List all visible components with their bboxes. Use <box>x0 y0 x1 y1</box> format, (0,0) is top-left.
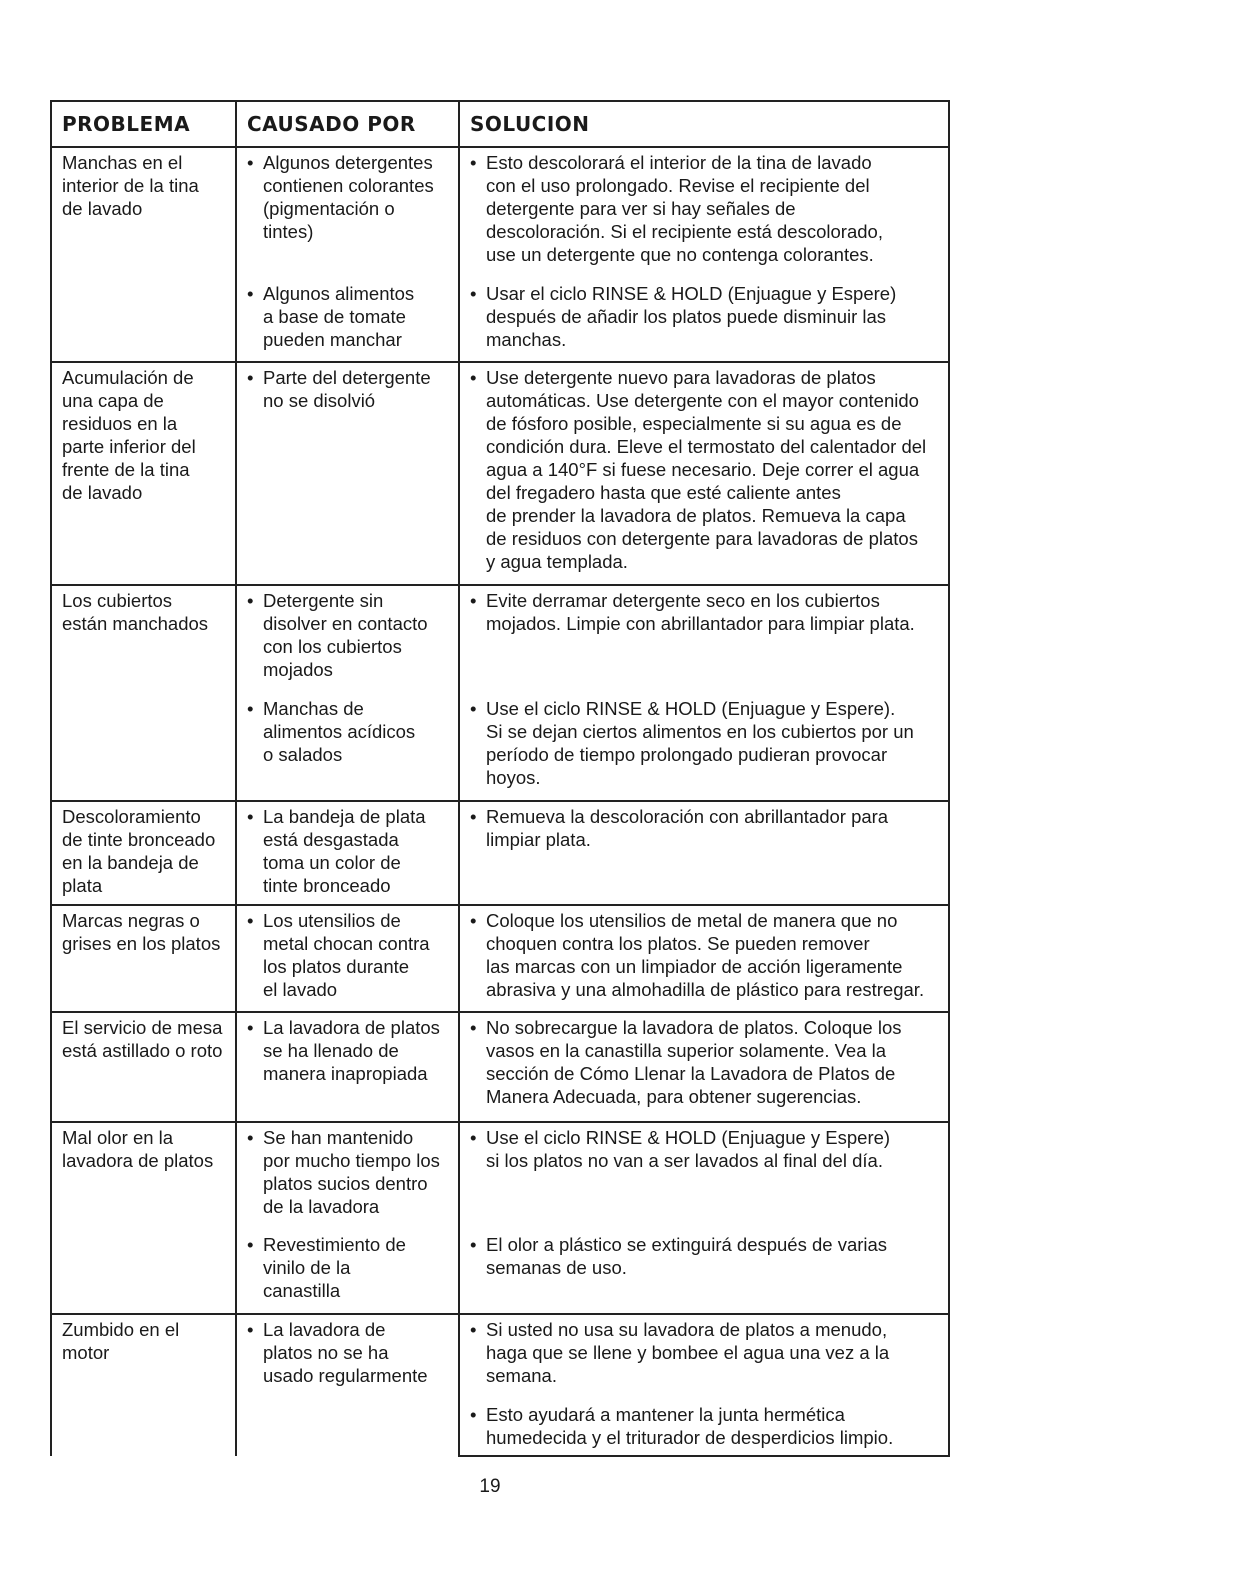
bullet-icon: • <box>470 590 477 611</box>
bullet-icon: • <box>247 1319 254 1340</box>
solution-cell: • Coloque los utensilios de metal de manera que no choquen contra los platos. Se pueden remover las marcas con un limpiador de acción ligeramente abrasiva y una almohadilla de plástico para restregar. <box>459 905 949 1012</box>
page-number: 19 <box>479 1476 501 1497</box>
cause-cell: • Los utensilios de metal chocan contra los platos durante el lavado <box>236 905 459 1012</box>
solution-cell: • No sobrecargue la lavadora de platos. Coloque los vasos en la canastilla superior solamente. Vea la sección de Cómo Llenar la Lavadora de Platos de Manera Adecuada, para obtener sugerencias. <box>459 1012 949 1122</box>
table-row <box>51 801 949 905</box>
solution-cell: • Esto descolorará el interior de la tina de lavado con el uso prolongado. Revise el recipiente del detergente para ver si hay señales de descoloración. Si el recipiente está descolorado, use un detergente que no contenga colorantes. <box>459 147 949 279</box>
bullet-icon: • <box>247 806 254 827</box>
header-problema: PROBLEMA <box>51 101 236 147</box>
problem-cell: El servicio de mesa está astillado o roto <box>51 1012 236 1122</box>
troubleshooting-table <box>50 100 950 1457</box>
solution-cell: • Use el ciclo RINSE & HOLD (Enjuague y Espere) si los platos no van a ser lavados al final del día. <box>459 1122 949 1230</box>
solution-cell: • Usar el ciclo RINSE & HOLD (Enjuague y Espere) después de añadir los platos puede disminuir las manchas. <box>459 279 949 362</box>
problem-cell: Los cubiertos están manchados <box>51 585 236 801</box>
bullet-icon: • <box>247 152 254 173</box>
bullet-icon: • <box>470 152 477 173</box>
bullet-icon: • <box>470 1319 477 1340</box>
solution-cell: • Use detergente nuevo para lavadoras de platos automáticas. Use detergente con el mayor contenido de fósforo posible, especialmente si su agua es de condición dura. Eleve el termostato del calentador del agua a 140°F si fuese necesario. Deje correr el agua del fregadero hasta que esté caliente antes de prender la lavadora de platos. Remueva la capa de residuos con detergente para lavadoras de platos y agua templada. <box>459 362 949 585</box>
table-header-row <box>51 101 949 147</box>
cause-cell: • Parte del detergente no se disolvió <box>236 362 459 585</box>
table-row <box>51 362 949 585</box>
cause-cell: • Manchas de alimentos acídicos o salados <box>236 694 459 801</box>
solution-cell: • El olor a plástico se extinguirá después de varias semanas de uso. <box>459 1230 949 1314</box>
table-row <box>51 585 949 694</box>
table-row <box>51 1012 949 1122</box>
bullet-icon: • <box>247 1234 254 1255</box>
cause-cell: • La lavadora de platos se ha llenado de manera inapropiada <box>236 1012 459 1122</box>
problem-cell: Marcas negras o grises en los platos <box>51 905 236 1012</box>
header-solucion: SOLUCION <box>459 101 949 147</box>
bullet-icon: • <box>247 698 254 719</box>
bullet-icon: • <box>470 1127 477 1148</box>
bullet-icon: • <box>247 910 254 931</box>
cause-cell: • Detergente sin disolver en contacto con los cubiertos mojados <box>236 585 459 694</box>
problem-cell: Zumbido en el motor <box>51 1314 236 1456</box>
table-row <box>51 1122 949 1230</box>
solution-cell: • Use el ciclo RINSE & HOLD (Enjuague y Espere). Si se dejan ciertos alimentos en los cubiertos por un período de tiempo prolongado pudieran provocar hoyos. <box>459 694 949 801</box>
problem-cell: Descoloramiento de tinte bronceado en la bandeja de plata <box>51 801 236 905</box>
cause-cell: • La lavadora de platos no se ha usado regularmente <box>236 1314 459 1456</box>
bullet-icon: • <box>247 1017 254 1038</box>
bullet-icon: • <box>470 1017 477 1038</box>
cause-cell: • Algunos detergentes contienen colorantes (pigmentación o tintes) <box>236 147 459 279</box>
bullet-icon: • <box>470 283 477 304</box>
bullet-icon: • <box>470 910 477 931</box>
bullet-icon: • <box>470 367 477 388</box>
bullet-icon: • <box>470 806 477 827</box>
problem-cell: Manchas en el interior de la tina de lavado <box>51 147 236 362</box>
solution-cell: • Remueva la descoloración con abrillantador para limpiar plata. <box>459 801 949 905</box>
table-row <box>51 1314 949 1400</box>
problem-cell: Acumulación de una capa de residuos en la parte inferior del frente de la tina de lavado <box>51 362 236 585</box>
bullet-icon: • <box>247 1127 254 1148</box>
cause-cell: • Algunos alimentos a base de tomate pueden manchar <box>236 279 459 362</box>
table-row <box>51 905 949 1012</box>
bullet-icon: • <box>470 1234 477 1255</box>
solution-cell: • Evite derramar detergente seco en los cubiertos mojados. Limpie con abrillantador para limpiar plata. <box>459 585 949 694</box>
solution-cell: • Esto ayudará a mantener la junta hermética humedecida y el triturador de desperdicios limpio. <box>459 1400 949 1456</box>
table-row <box>51 147 949 279</box>
problem-cell: Mal olor en la lavadora de platos <box>51 1122 236 1314</box>
bullet-icon: • <box>470 1404 477 1425</box>
bullet-icon: • <box>247 283 254 304</box>
bullet-icon: • <box>247 590 254 611</box>
bullet-icon: • <box>247 367 254 388</box>
bullet-icon: • <box>470 698 477 719</box>
solution-cell: • Si usted no usa su lavadora de platos a menudo, haga que se llene y bombee el agua una vez a la semana. <box>459 1314 949 1400</box>
header-causado-por: CAUSADO POR <box>236 101 459 147</box>
cause-cell: • Se han mantenido por mucho tiempo los platos sucios dentro de la lavadora <box>236 1122 459 1230</box>
cause-cell: • La bandeja de plata está desgastada toma un color de tinte bronceado <box>236 801 459 905</box>
cause-cell: • Revestimiento de vinilo de la canastilla <box>236 1230 459 1314</box>
